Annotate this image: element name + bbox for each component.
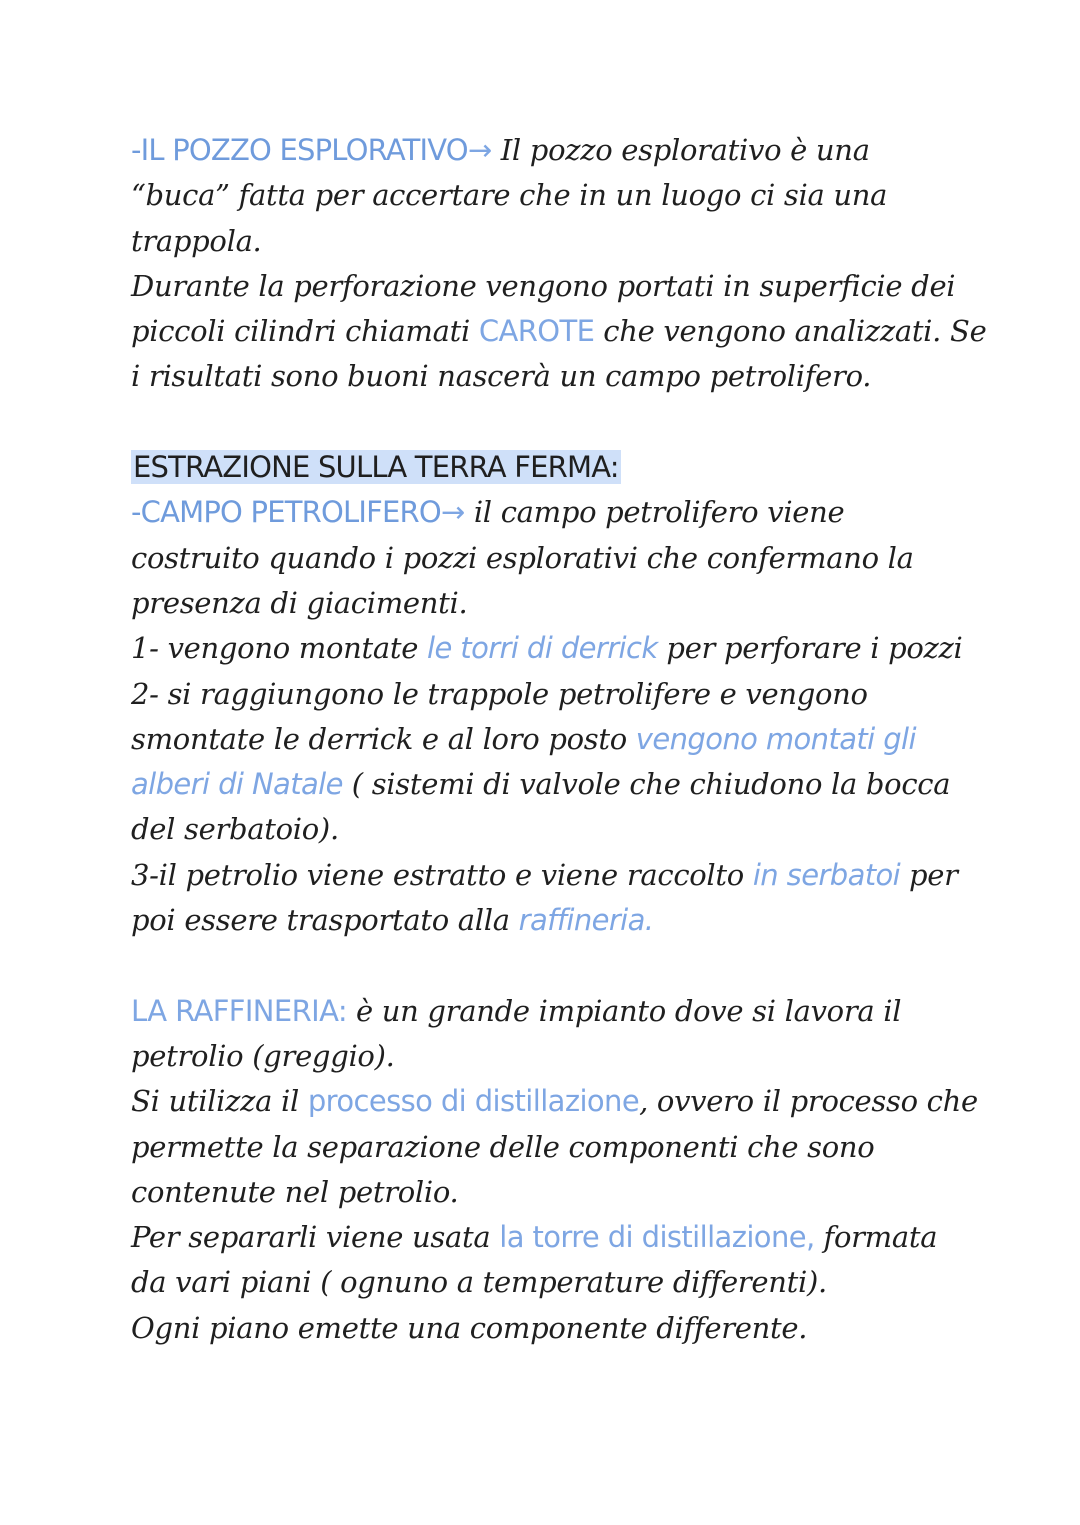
term-processo-distillazione: processo di distillazione <box>307 1084 640 1119</box>
section-title-estrazione: ESTRAZIONE SULLA TERRA FERMA: <box>133 450 619 485</box>
term-carote: CAROTE <box>478 314 595 349</box>
heading-pozzo-esplorativo: -IL POZZO ESPLORATIVO <box>131 133 468 167</box>
spacer <box>131 400 961 445</box>
line <box>131 717 961 762</box>
spacer <box>131 943 961 988</box>
text: è un grande impianto dove si lavora il <box>347 993 902 1028</box>
line: contenute nel petrolio. <box>131 1174 459 1209</box>
term-torre-distillazione: la torre di distillazione, <box>499 1220 815 1255</box>
term-torri-derrick: le torri di derrick <box>426 631 658 666</box>
line: i risultati sono buoni nascerà un campo petrolifero. <box>131 359 872 394</box>
line: permette la separazione delle componenti che sono <box>131 1129 875 1164</box>
line <box>131 128 961 173</box>
line <box>131 626 961 671</box>
text: formata <box>814 1220 938 1255</box>
text: per <box>900 857 958 892</box>
text: che vengono analizzati. Se <box>594 314 987 349</box>
heading-campo-petrolifero: -CAMPO PETROLIFERO <box>131 495 441 530</box>
line: petrolio (greggio). <box>131 1038 395 1073</box>
term-serbatoi: in serbatoi <box>752 857 901 892</box>
section-raffineria <box>131 989 978 1351</box>
line: presenza di giacimenti. <box>131 585 468 620</box>
text: 3-il petrolio viene estratto e viene raccolto <box>131 857 753 892</box>
term-montati-alberi: vengono montati gli <box>635 721 916 756</box>
term-alberi-natale: alberi di Natale <box>131 767 343 802</box>
line: Durante la perforazione vengono portati in superficie dei <box>131 268 956 303</box>
line: del serbatoio). <box>131 812 339 847</box>
text: Il pozzo esplorativo è una <box>491 133 870 167</box>
text: per perforare i pozzi <box>657 631 963 666</box>
term-raffineria: raffineria. <box>518 903 654 938</box>
notes-page <box>131 128 987 1351</box>
line: da vari piani ( ognuno a temperature differenti). <box>131 1265 827 1300</box>
line: Ogni piano emette una componente differente. <box>131 1310 808 1345</box>
text: ( sistemi di valvole che chiudono la bocca <box>342 767 951 802</box>
arrow-icon: → <box>440 495 465 530</box>
line <box>131 490 961 535</box>
line: costruito quando i pozzi esplorativi che confermano la <box>131 540 914 575</box>
line <box>131 989 961 1034</box>
text: Si utilizza il <box>131 1084 308 1119</box>
arrow-icon: → <box>467 133 492 167</box>
text: Per separarli viene usata <box>131 1220 500 1255</box>
section-pozzo-esplorativo <box>131 128 987 400</box>
section-estrazione <box>131 445 961 943</box>
line: trappola. <box>131 223 262 258</box>
line <box>131 898 961 943</box>
line <box>131 853 961 898</box>
line <box>131 309 987 354</box>
text: smontate le derrick e al loro posto <box>131 721 636 756</box>
line <box>131 1215 961 1260</box>
line: “buca” fatta per accertare che in un luogo ci sia una <box>131 178 888 213</box>
text: , ovvero il processo che <box>639 1084 978 1119</box>
line <box>131 1079 978 1124</box>
text: 1- vengono montate <box>131 631 427 666</box>
line <box>131 445 961 490</box>
line: 2- si raggiungono le trappole petrolifere e vengono <box>131 676 868 711</box>
heading-la-raffineria: LA RAFFINERIA: <box>131 993 348 1028</box>
text: il campo petrolifero viene <box>464 495 845 530</box>
text: piccoli cilindri chiamati <box>131 314 479 349</box>
text: poi essere trasportato alla <box>131 903 519 938</box>
line <box>131 762 961 807</box>
